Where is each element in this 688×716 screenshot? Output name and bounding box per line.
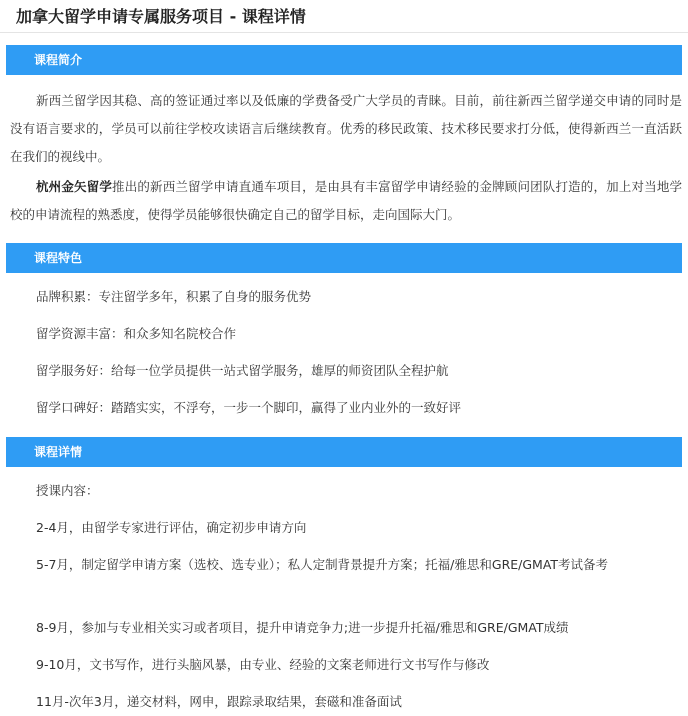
feature-item-brand: 品牌积累：专注留学多年，积累了自身的服务优势 <box>36 289 312 304</box>
schedule-item-nov-mar: 11月-次年3月，递交材料，网申，跟踪录取结果，套磁和准备面试 <box>36 694 402 709</box>
section-header-details: 课程详情 <box>6 437 682 467</box>
feature-item-service: 留学服务好：给每一位学员提供一站式留学服务，雄厚的师资团队全程护航 <box>36 363 449 378</box>
intro-paragraph-1: 新西兰留学因其稳、高的签证通过率以及低廉的学费备受广大学员的青睐。目前，前往新西兰留学递交申请的同时是没有语言要求的，学员可以前往学校攻读语言后继续教育。优秀的移民政策、技术移民要求打分低，使得新西兰一直活跃在我们的视线中。 <box>10 93 682 164</box>
schedule-item-feb-apr: 2-4月，由留学专家进行评估，确定初步申请方向 <box>36 520 307 535</box>
title-divider <box>0 32 688 33</box>
brand-name: 杭州金矢留学 <box>36 179 113 194</box>
feature-item-resources: 留学资源丰富：和众多知名院校合作 <box>36 326 237 341</box>
intro-paragraph-2-text: 推出的新西兰留学申请直通车项目，是由具有丰富留学申请经验的金牌顾问团队打造的，加上对当地学校的申请流程的熟悉度，使得学员能够很快确定自己的留学目标，走向国际大门。 <box>10 179 682 222</box>
section-header-features: 课程特色 <box>6 243 682 273</box>
schedule-item-sep-oct: 9-10月，文书写作，进行头脑风暴，由专业、经验的文案老师进行文书写作与修改 <box>36 657 490 672</box>
section-header-intro: 课程简介 <box>6 45 682 75</box>
details-intro: 授课内容： <box>36 483 99 498</box>
page-title: 加拿大留学申请专属服务项目 - 课程详情 <box>16 7 306 26</box>
schedule-item-may-jul: 5-7月，制定留学申请方案（选校、选专业）；私人定制背景提升方案；托福/雅思和GRE/GMAT考试备考 <box>36 557 609 572</box>
intro-paragraph-2 <box>10 173 682 229</box>
feature-item-reputation: 留学口碑好：踏踏实实，不浮夸，一步一个脚印，赢得了业内业外的一致好评 <box>36 400 462 415</box>
schedule-item-aug-sep: 8-9月，参加与专业相关实习或者项目，提升申请竞争力;进一步提升托福/雅思和GRE/GMAT成绩 <box>36 620 569 635</box>
